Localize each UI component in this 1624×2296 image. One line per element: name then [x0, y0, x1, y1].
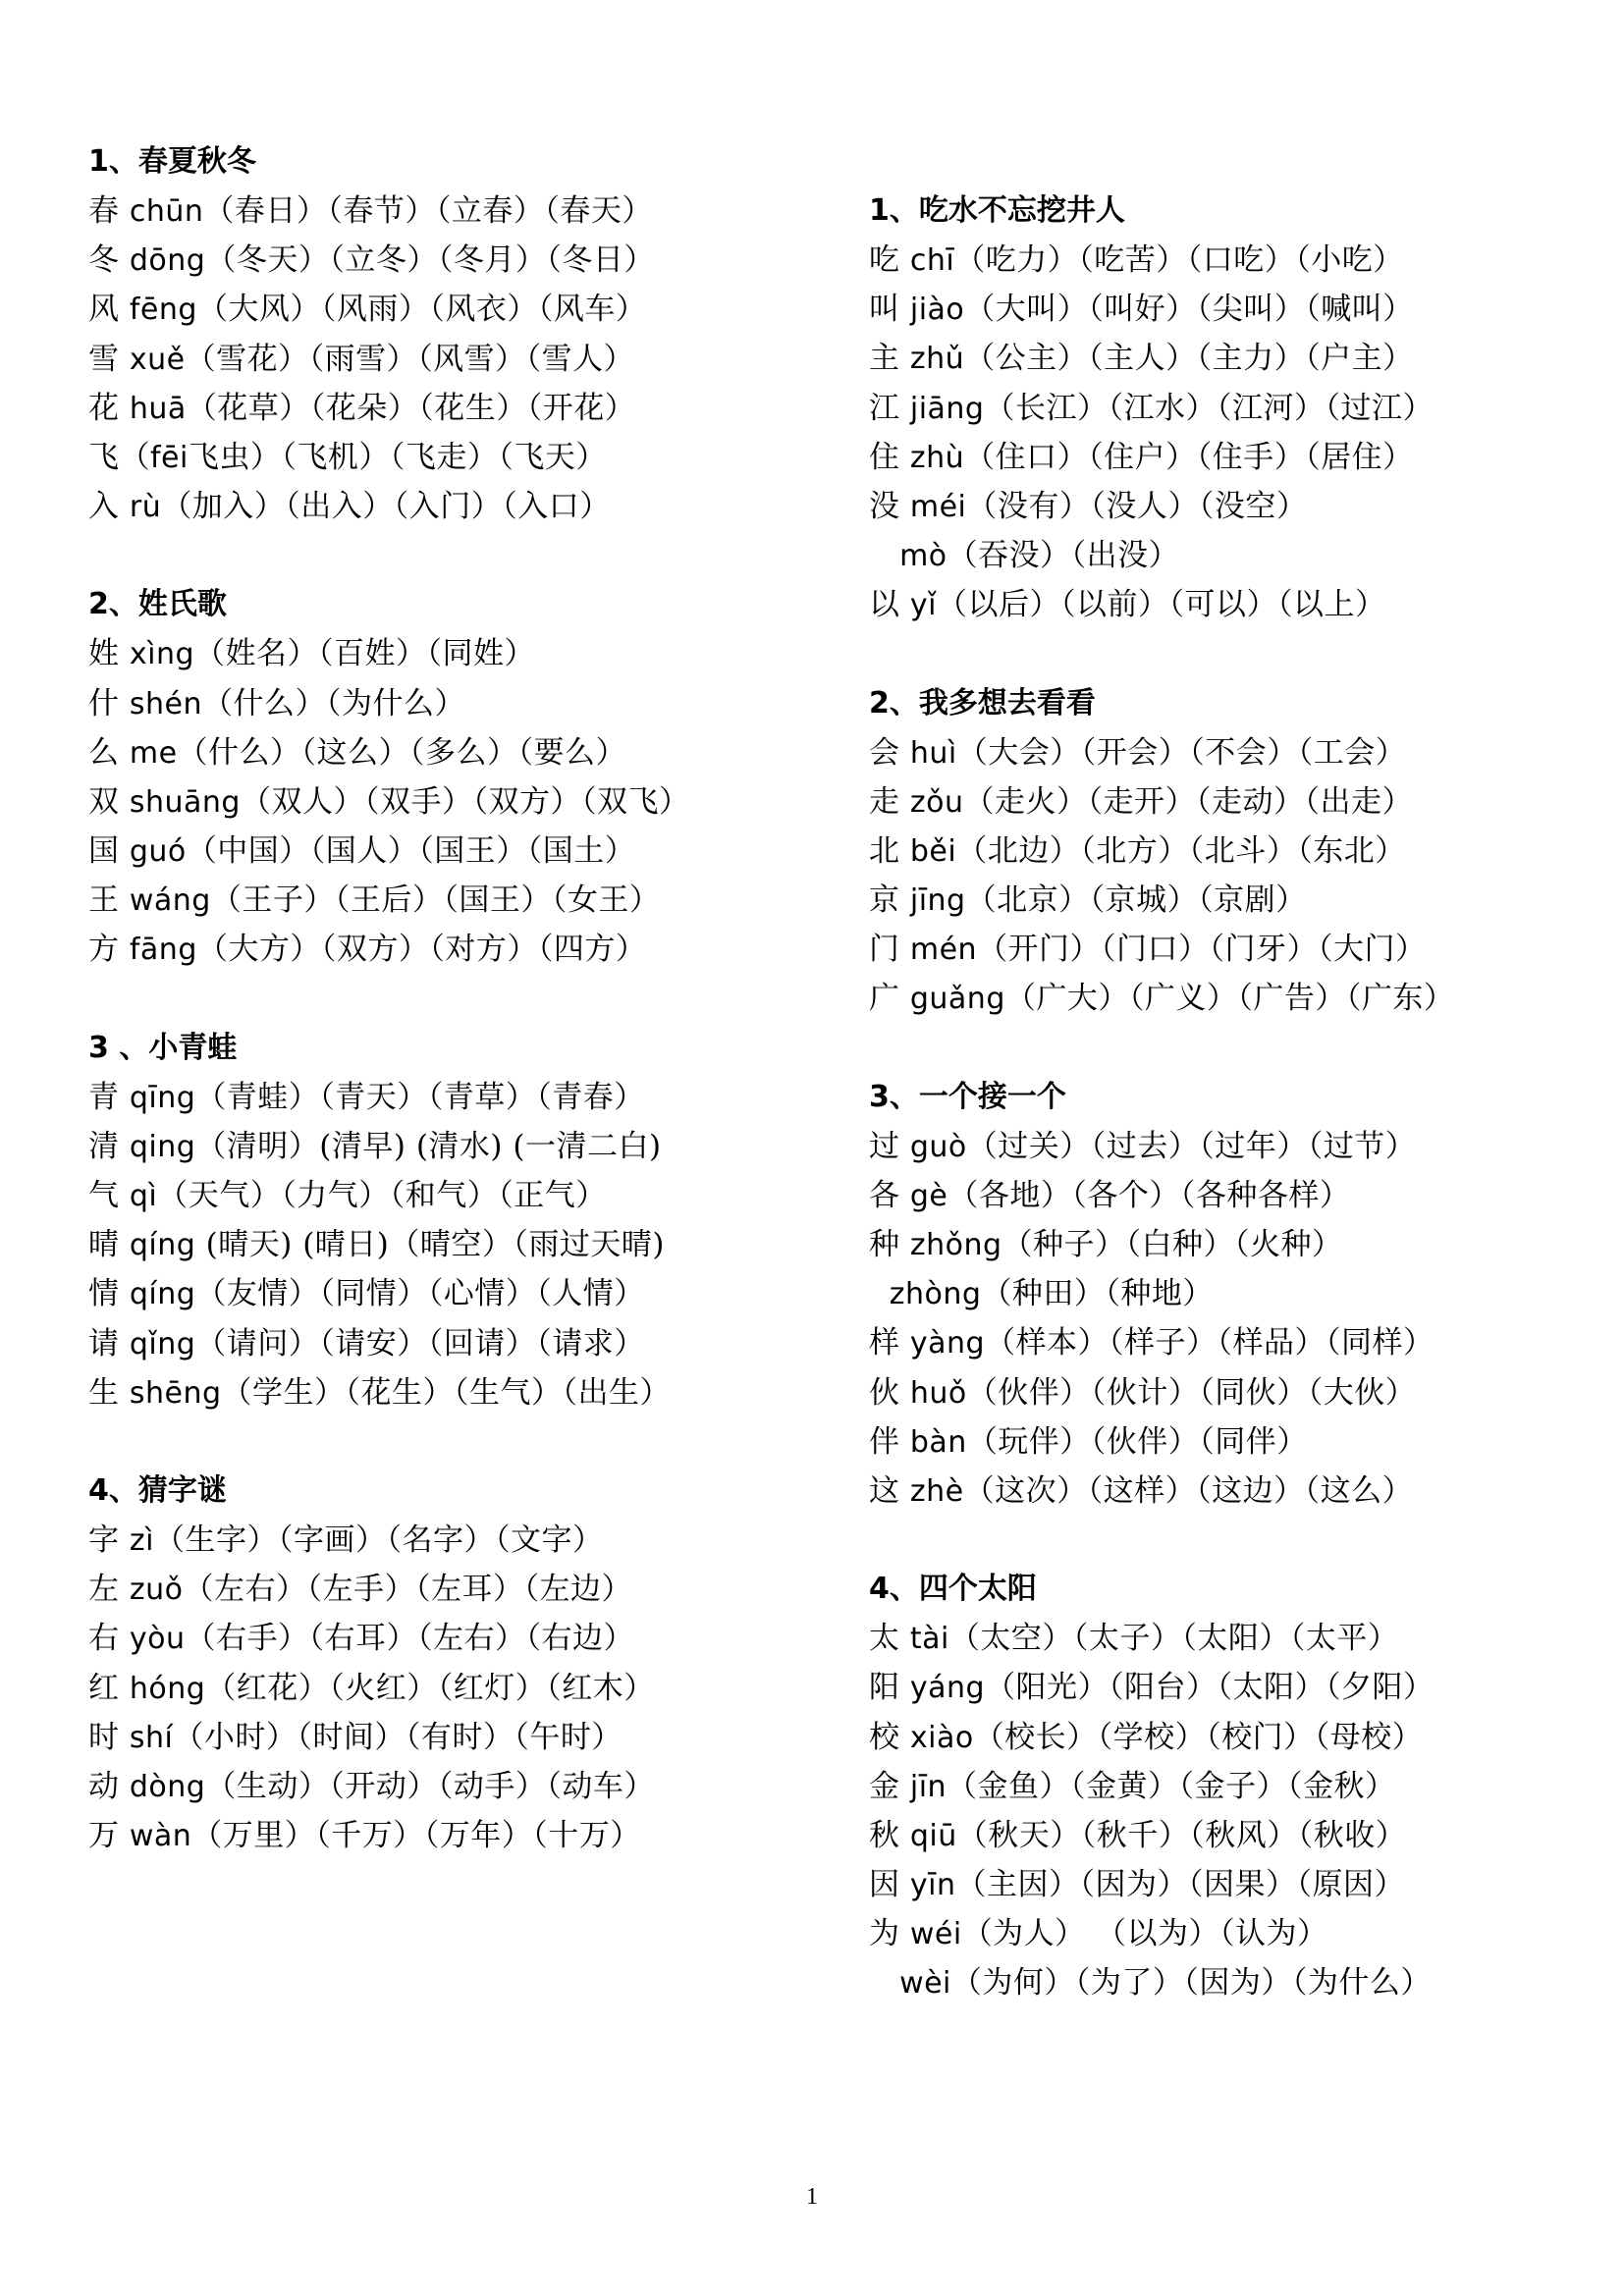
word-list: （北边）（北方）（北斗）（东北）: [956, 832, 1406, 869]
vocab-line: [869, 1811, 1576, 1860]
hanzi: 会: [869, 734, 910, 771]
pinyin: qǐng: [129, 1326, 196, 1362]
vocab-line: [869, 580, 1576, 629]
pinyin: rù: [129, 490, 162, 525]
vocab-line: [869, 334, 1576, 383]
vocab-line: [88, 1220, 795, 1269]
section-title: 4、四个太阳: [869, 1572, 1037, 1607]
hanzi: 气: [88, 1178, 130, 1213]
hanzi: 雪: [88, 341, 130, 377]
pinyin: yǐ: [909, 588, 937, 623]
hanzi: [869, 1965, 899, 2001]
hanzi: 各: [869, 1177, 910, 1213]
hanzi: 因: [869, 1867, 910, 1903]
hanzi: 飞（: [88, 439, 150, 475]
pinyin: wáng: [129, 883, 211, 919]
word-list: （伙伴）（伙计）（同伙）（大伙）: [966, 1374, 1417, 1411]
right-column: [869, 187, 1576, 2057]
hanzi: 样: [869, 1325, 910, 1362]
pinyin: mén: [909, 933, 978, 968]
section-little-frog: [88, 1024, 795, 1417]
vocab-line: [88, 1319, 795, 1368]
pinyin: qì: [129, 1179, 158, 1213]
word-list: （吃力）（吃苦）（口吃）（小吃）: [954, 242, 1404, 278]
pinyin: zǒu: [909, 784, 964, 820]
hanzi: 吃: [869, 242, 910, 278]
hanzi: 主: [869, 341, 910, 377]
word-list: （冬天）（立冬）（冬月）（冬日）: [205, 242, 655, 279]
section-title: 2、我多想去看看: [869, 685, 1096, 721]
pinyin: xìng: [129, 637, 195, 672]
hanzi: 时: [88, 1719, 130, 1755]
section-spring-summer: [88, 137, 795, 531]
vocab-line: [88, 1664, 795, 1713]
pinyin: qing: [129, 1129, 196, 1164]
pinyin: shén: [129, 686, 202, 721]
hanzi: 请: [88, 1325, 130, 1362]
hanzi: 门: [869, 932, 910, 968]
hanzi: 为: [869, 1916, 910, 1952]
pinyin: zhǒng: [909, 1228, 1002, 1262]
vocab-line: [88, 679, 795, 728]
section-remember-well-digger: [869, 187, 1576, 630]
section-title: 3 、小青蛙: [88, 1030, 238, 1065]
vocab-line: [869, 1220, 1576, 1269]
vocab-line: [869, 827, 1576, 876]
page-number: 1: [806, 2184, 818, 2210]
hanzi: 晴: [88, 1227, 130, 1263]
vocab-line: [88, 777, 795, 827]
hanzi: 红: [88, 1670, 130, 1706]
vocab-line: [869, 1860, 1576, 1909]
word-list: （清明）(清早) (清水) (一清二白): [195, 1128, 662, 1164]
vocab-line: [869, 384, 1576, 433]
hanzi: 青: [88, 1079, 130, 1115]
vocab-line: [869, 482, 1576, 531]
hanzi: 种: [869, 1227, 910, 1262]
hanzi: 走: [869, 783, 910, 820]
pinyin: qíng: [129, 1277, 196, 1312]
hanzi: 清: [88, 1128, 130, 1164]
vocab-line: [869, 876, 1576, 925]
hanzi: 这: [869, 1472, 910, 1509]
word-list: （玩伴）（伙伴）（同伴）: [966, 1423, 1308, 1460]
pinyin: guǎng: [909, 982, 1005, 1017]
vocab-line: [869, 1663, 1576, 1712]
word-list: （开门）（门口）（门牙）（大门）: [977, 932, 1427, 968]
vocab-line: [88, 629, 795, 678]
hanzi: 京: [869, 882, 910, 919]
vocab-line: [88, 335, 795, 384]
pinyin: xuě: [129, 342, 186, 377]
word-list: （太空）（太子）（太阳）（太平）: [948, 1621, 1399, 1657]
pinyin: méi: [909, 489, 967, 524]
pinyin: jīn: [909, 1769, 947, 1804]
pinyin: qiū: [909, 1818, 957, 1853]
hanzi: 没: [869, 488, 910, 524]
word-list: （过关）（过去）（过年）（过节）: [966, 1128, 1417, 1164]
hanzi: 以: [869, 587, 910, 623]
pinyin: me: [129, 735, 178, 771]
pinyin: fēng: [129, 293, 197, 328]
word-list: （长江）（江水）（江河）（过江）: [984, 390, 1434, 426]
word-list: （广大）（广义）（广告）（广东）: [1004, 981, 1455, 1017]
pinyin: yáng: [909, 1671, 986, 1706]
word-list: （秋天）（秋千）（秋风）（秋收）: [956, 1817, 1407, 1853]
word-list: （住口）（住户）（住手）（居住）: [964, 439, 1414, 475]
hanzi: 什: [88, 685, 130, 721]
pinyin: wàn: [129, 1819, 192, 1854]
pinyin: shí: [129, 1720, 174, 1755]
word-list: （种子）（白种）（火种）: [1001, 1227, 1343, 1262]
word-list: （阳光）（阳台）（太阳）（夕阳）: [985, 1670, 1435, 1706]
pinyin: zì: [129, 1522, 154, 1558]
word-list: （什么）（这么）（多么）（要么）: [177, 734, 627, 771]
pinyin: zhòng: [889, 1277, 982, 1312]
pinyin: chūn: [129, 194, 204, 229]
word-list: （种田）（种地）: [981, 1276, 1214, 1312]
pinyin: guó: [129, 834, 187, 870]
hanzi: 北: [869, 832, 910, 869]
vocab-line: [88, 827, 795, 876]
hanzi: 广: [869, 981, 910, 1017]
vocab-line: [88, 1614, 795, 1663]
pinyin: chī: [909, 243, 955, 278]
word-list: （吞没）（出没）: [947, 538, 1180, 574]
vocab-line: [88, 433, 795, 482]
word-list: （红花）（火红）（红灯）（红木）: [205, 1670, 655, 1706]
word-list: （北京）（京城）（京剧）: [965, 882, 1307, 919]
word-list: （友情）（同情）（心情）（人情）: [195, 1276, 645, 1312]
word-list: （以后）（以前）（可以）（以上）: [936, 587, 1386, 623]
vocab-line: [869, 777, 1576, 827]
section-title: 1、吃水不忘挖井人: [869, 193, 1125, 228]
vocab-line: [869, 1467, 1576, 1516]
pinyin: yòu: [129, 1622, 186, 1657]
word-list: （生动）（开动）（动手）（动车）: [205, 1768, 655, 1804]
hanzi: 过: [869, 1128, 910, 1164]
hanzi: 风: [88, 292, 130, 328]
word-list: （大会）（开会）（不会）（工会）: [956, 734, 1407, 771]
word-list: （小时）（时间）（有时）（午时）: [173, 1719, 623, 1755]
pinyin: dōng: [129, 243, 206, 279]
section-character-riddle: [88, 1467, 795, 1860]
vocab-line: [88, 1762, 795, 1811]
word-list: （什么）（为什么）: [201, 685, 465, 721]
section-title: 1、春夏秋冬: [88, 144, 256, 179]
pinyin: qīng: [129, 1080, 196, 1115]
vocab-line: [869, 1171, 1576, 1220]
hanzi: 阳: [869, 1670, 910, 1706]
word-list: （姓名）（百姓）（同姓）: [194, 636, 536, 672]
vocab-line: [88, 1516, 795, 1565]
hanzi: 万: [88, 1818, 130, 1854]
pinyin: yīn: [909, 1868, 956, 1903]
hanzi: 生: [88, 1374, 130, 1411]
word-list: （雪花）（雨雪）（风雪）（雪人）: [185, 341, 635, 377]
word-list: （各地）（各个）（各种各样）: [947, 1177, 1351, 1213]
pinyin: wéi: [909, 1917, 962, 1952]
word-list: （中国）（国人）（国王）（国土）: [186, 833, 636, 870]
word-list: （王子）（王后）（国王）（女王）: [210, 882, 661, 919]
word-list: （花草）（花朵）（花生）（开花）: [186, 390, 636, 426]
vocab-line: [88, 728, 795, 777]
vocab-line: [869, 1368, 1576, 1417]
vocab-line: [869, 728, 1576, 777]
vocab-line: [88, 876, 795, 925]
word-list: （公主）（主人）（主力）（户主）: [964, 341, 1414, 377]
vocab-line: [88, 384, 795, 433]
pinyin: jīng: [909, 883, 966, 919]
pinyin: yàng: [909, 1326, 986, 1362]
pinyin: shēng: [129, 1375, 222, 1411]
pinyin: mò: [899, 539, 947, 574]
pinyin: běi: [909, 833, 957, 869]
hanzi: 情: [88, 1276, 130, 1312]
vocab-line: [88, 285, 795, 334]
hanzi: 双: [88, 783, 130, 820]
pinyin: zhè: [909, 1473, 964, 1509]
word-list: （左右）（左手）（左耳）（左边）: [183, 1572, 632, 1608]
word-list: （天气）（力气）（和气）（正气）: [157, 1178, 607, 1213]
word-list: (晴天) (晴日)（晴空）（雨过天晴): [195, 1227, 665, 1263]
section-want-to-see: [869, 679, 1576, 1024]
pinyin: wèi: [899, 1966, 951, 2002]
section-title: 2、姓氏歌: [88, 587, 227, 622]
vocab-line: [88, 1368, 795, 1417]
hanzi: 国: [88, 833, 130, 870]
word-list: （为何）（为了）（因为）（为什么）: [950, 1965, 1432, 2002]
pinyin: huì: [909, 735, 957, 771]
word-list: （大方）（双方）（对方）（四方）: [196, 932, 647, 968]
hanzi: 王: [88, 882, 130, 919]
pinyin: guò: [909, 1129, 967, 1164]
vocab-line: [869, 1417, 1576, 1467]
section-surname-song: [88, 580, 795, 974]
vocab-line: [869, 1762, 1576, 1811]
section-title: 3、一个接一个: [869, 1079, 1066, 1114]
hanzi: 秋: [869, 1817, 910, 1853]
pinyin: fāng: [129, 933, 197, 968]
vocab-line: [869, 1713, 1576, 1762]
pinyin: gè: [909, 1178, 948, 1213]
hanzi: 姓: [88, 636, 130, 672]
pinyin: dòng: [129, 1769, 206, 1804]
hanzi: 么: [88, 734, 130, 771]
vocab-line: [869, 1909, 1576, 1958]
pinyin: qíng: [129, 1228, 196, 1263]
word-list: （走火）（走开）（走动）（出走）: [963, 783, 1413, 820]
hanzi: 太: [869, 1621, 910, 1657]
vocab-line: [88, 1122, 795, 1171]
vocab-line: [869, 236, 1576, 285]
section-title: 4、猜字谜: [88, 1472, 227, 1508]
hanzi: [869, 1276, 890, 1311]
hanzi: 花: [88, 390, 130, 426]
hanzi: 右: [88, 1621, 130, 1657]
word-list: （春日）（春节）（立春）（春天）: [203, 193, 653, 229]
pinyin: huǒ: [909, 1375, 967, 1411]
left-column: [88, 137, 795, 1909]
vocab-line: [88, 187, 795, 236]
pinyin: jiào: [909, 293, 965, 328]
vocab-line: [88, 1811, 795, 1860]
word-list: （学生）（花生）（生气）（出生）: [221, 1374, 672, 1411]
hanzi: 金: [869, 1768, 910, 1804]
hanzi: 动: [88, 1768, 130, 1804]
vocab-line: [869, 1958, 1576, 2007]
vocab-line: [88, 1713, 795, 1762]
vocab-line: [88, 236, 795, 285]
hanzi: 伙: [869, 1374, 910, 1411]
word-list: （大风）（风雨）（风衣）（风车）: [196, 292, 647, 328]
vocab-line: [88, 1171, 795, 1220]
hanzi: 伴: [869, 1423, 910, 1460]
word-list: （右手）（右耳）（左右）（右边）: [185, 1621, 634, 1657]
vocab-line: [88, 1073, 795, 1122]
hanzi: 叫: [869, 292, 910, 328]
vocab-line: [869, 1614, 1576, 1663]
word-list: （生字）（字画）（名字）（文字）: [153, 1522, 604, 1558]
hanzi: 江: [869, 390, 910, 426]
pinyin: huā: [129, 391, 187, 426]
word-list: （校长）（学校）（校门）（母校）: [973, 1719, 1424, 1755]
pinyin: jiāng: [909, 391, 985, 426]
pinyin: tài: [909, 1622, 949, 1657]
word-list: （万里）（千万）（万年）（十万）: [191, 1818, 641, 1854]
pinyin: zhù: [909, 440, 965, 475]
hanzi: [869, 538, 899, 573]
vocab-line: [88, 925, 795, 974]
hanzi: 入: [88, 489, 130, 525]
vocab-line: [869, 925, 1576, 974]
vocab-line: [869, 1122, 1576, 1171]
hanzi: 春: [88, 193, 130, 229]
word-list: （大叫）（叫好）（尖叫）（喊叫）: [964, 292, 1414, 328]
word-list: （青蛙）（青天）（青草）（青春）: [195, 1079, 645, 1115]
word-list: （双人）（双手）（双方）（双飞）: [240, 783, 690, 820]
vocab-line: [869, 1318, 1576, 1367]
vocab-line: [869, 974, 1576, 1023]
vocab-line: [869, 433, 1576, 482]
vocab-line: [88, 482, 795, 531]
pinyin: xiào: [909, 1720, 974, 1755]
word-list: 飞虫）（飞机）（飞走）（飞天）: [188, 439, 607, 475]
hanzi: 冬: [88, 242, 130, 279]
hanzi: 方: [88, 932, 130, 968]
pinyin: hóng: [129, 1671, 206, 1706]
vocab-line: [869, 531, 1576, 580]
word-list: （这次）（这样）（这边）（这么）: [963, 1472, 1414, 1509]
pinyin: zhǔ: [909, 342, 965, 377]
word-list: （请问）（请安）（回请）（请求）: [195, 1325, 645, 1362]
pinyin: zuǒ: [129, 1573, 184, 1608]
word-list: （样本）（样子）（样品）（同样）: [985, 1325, 1435, 1362]
pinyin: shuāng: [129, 784, 241, 820]
section-one-after-another: [869, 1073, 1576, 1517]
vocab-line: [869, 285, 1576, 334]
word-list: （金鱼）（金黄）（金子）（金秋）: [947, 1768, 1396, 1804]
pinyin: bàn: [909, 1424, 967, 1460]
vocab-line: [869, 1269, 1576, 1318]
word-list: （为人） （以为）（认为）: [961, 1916, 1328, 1952]
pinyin: fēi: [150, 440, 189, 475]
hanzi: 左: [88, 1572, 130, 1608]
vocab-line: [88, 1565, 795, 1614]
hanzi: 字: [88, 1522, 130, 1558]
word-list: （主因）（因为）（因果）（原因）: [955, 1867, 1405, 1903]
word-list: （没有）（没人）（没空）: [966, 488, 1308, 524]
section-four-suns: [869, 1565, 1576, 2008]
hanzi: 住: [869, 439, 910, 475]
hanzi: 校: [869, 1719, 910, 1755]
vocab-line: [88, 1269, 795, 1318]
word-list: （加入）（出入）（入门）（入口）: [161, 489, 611, 525]
